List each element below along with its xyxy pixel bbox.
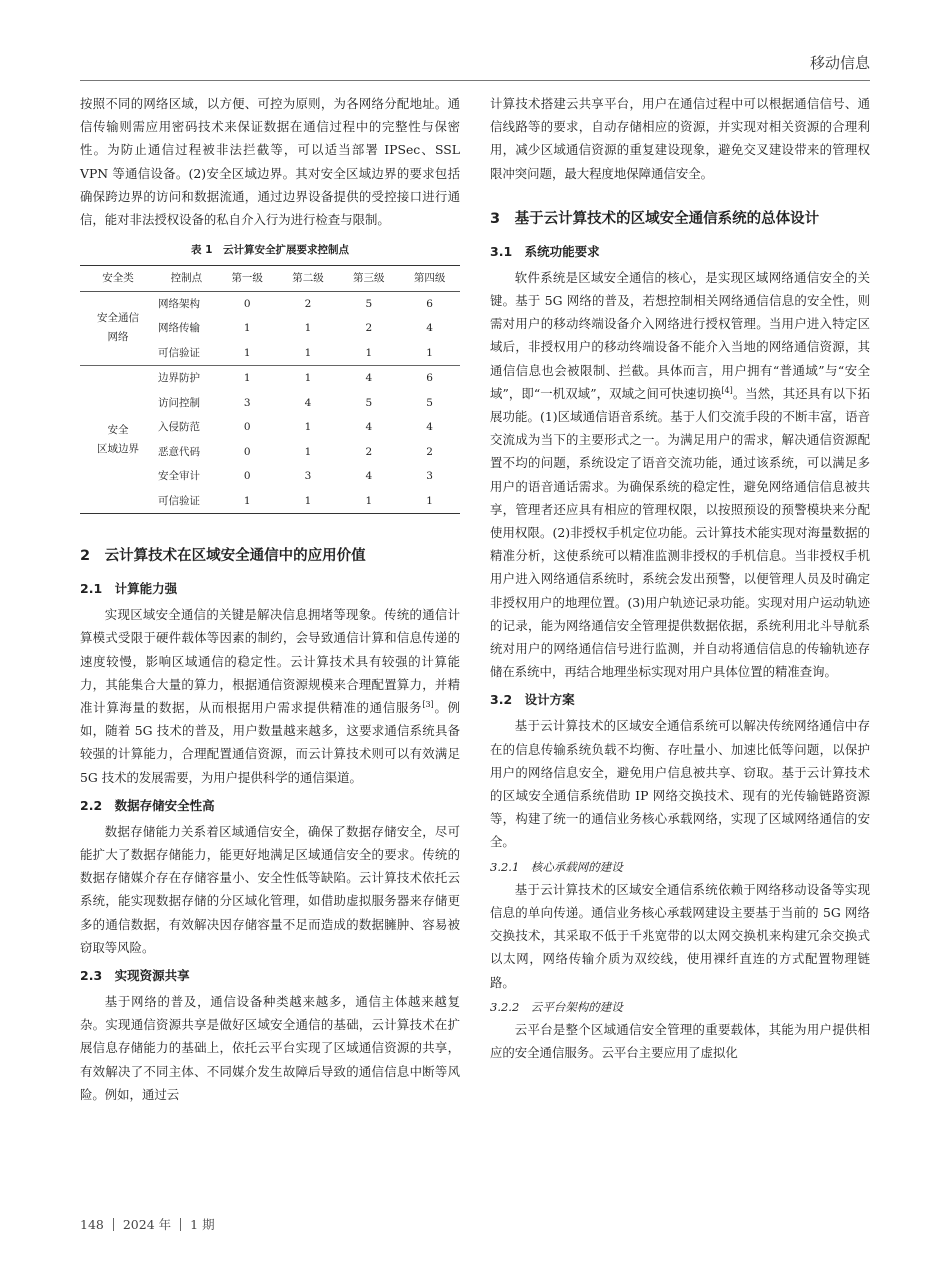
section-3-2-1-paragraph: 基于云计算技术的区域安全通信系统依赖于网络移动设备等实现信息的单向传递。通信业务核心承载网建设主要基于当前的 5G 网络交换技术，其采取不低于千兆宽带的以太网交换机来构建冗余交换式以太网，网络传输介质为双绞线，使用裸纤直连的方式配置物理链路。 bbox=[490, 881, 870, 990]
value-cell: 2 bbox=[426, 445, 433, 458]
control-cell: 可信验证 bbox=[158, 494, 200, 507]
header-rule bbox=[80, 80, 870, 81]
table-header-cell: 安全类 bbox=[102, 272, 134, 285]
value-cell: 1 bbox=[304, 322, 312, 335]
value-cell: 4 bbox=[365, 421, 373, 434]
table-header-row bbox=[80, 266, 460, 292]
value-cell: 1 bbox=[243, 494, 251, 507]
value-cell: 1 bbox=[304, 494, 312, 507]
value-cell: 0 bbox=[243, 470, 251, 483]
section-2-2-heading: 2.2 数据存储安全性高 bbox=[80, 797, 215, 813]
section-3-2-heading: 3.2 设计方案 bbox=[490, 692, 575, 708]
table-row bbox=[80, 366, 460, 391]
journal-title: 移动信息 bbox=[809, 54, 870, 72]
table-group-boundary bbox=[80, 366, 460, 514]
value-cell: 1 bbox=[304, 372, 312, 385]
table-group-comm bbox=[80, 291, 460, 366]
citation-ref: [3] bbox=[422, 699, 434, 709]
right-column bbox=[490, 92, 870, 1064]
table-header-cell: 第三级 bbox=[353, 272, 385, 285]
footer-year: 2024 年 bbox=[122, 1217, 172, 1232]
left-column bbox=[80, 92, 460, 1106]
value-cell: 3 bbox=[304, 470, 312, 483]
value-cell: 1 bbox=[365, 346, 373, 359]
value-cell: 1 bbox=[243, 372, 251, 385]
table-header-cell: 第二级 bbox=[292, 272, 324, 285]
value-cell: 1 bbox=[426, 346, 433, 359]
control-cell: 网络架构 bbox=[158, 297, 200, 310]
value-cell: 4 bbox=[426, 322, 433, 335]
footer-divider bbox=[113, 1218, 114, 1231]
value-cell: 1 bbox=[243, 346, 251, 359]
control-cell: 恶意代码 bbox=[158, 445, 200, 458]
category-cell: 安全通信 网络 bbox=[97, 312, 139, 344]
section-2-1-heading: 2.1 计算能力强 bbox=[80, 581, 178, 597]
value-cell: 1 bbox=[365, 494, 373, 507]
table-caption: 表 1 云计算安全扩展要求控制点 bbox=[191, 244, 349, 257]
value-cell: 2 bbox=[365, 322, 373, 335]
control-cell: 可信验证 bbox=[158, 346, 200, 359]
category-cell: 安全 区域边界 bbox=[97, 423, 139, 455]
value-cell: 5 bbox=[365, 396, 373, 409]
value-cell: 1 bbox=[304, 421, 312, 434]
value-cell: 1 bbox=[243, 322, 251, 335]
value-cell: 6 bbox=[426, 297, 433, 310]
value-cell: 2 bbox=[365, 445, 373, 458]
control-cell: 入侵防范 bbox=[158, 421, 200, 434]
value-cell: 5 bbox=[365, 297, 373, 310]
page-footer bbox=[80, 1215, 215, 1233]
value-cell: 0 bbox=[243, 421, 251, 434]
section-3-2-2-paragraph: 云平台是整个区域通信安全管理的重要载体，其能为用户提供相应的安全通信服务。云平台主要应用了虚拟化 bbox=[490, 1021, 870, 1060]
control-cell: 安全审计 bbox=[158, 470, 200, 483]
control-cell: 边界防护 bbox=[158, 372, 200, 385]
section-2-3-paragraph: 基于网络的普及，通信设备种类越来越多，通信主体越来越复杂。实现通信资源共享是做好区域安全通信的基础，云计算技术在扩展信息存储能力的基础上，依托云平台实现了区域通信资源的共享，有效解决了不同主体、不同媒介发生故障后导致的通信信息中断等风险。例如，通过云 bbox=[80, 994, 460, 1102]
page-number: 148 bbox=[80, 1217, 104, 1232]
section-3-1-heading: 3.1 系统功能要求 bbox=[490, 243, 600, 259]
value-cell: 1 bbox=[304, 445, 312, 458]
value-cell: 4 bbox=[426, 421, 433, 434]
value-cell: 4 bbox=[365, 470, 373, 483]
footer-issue: 1 期 bbox=[190, 1217, 215, 1232]
requirements-table bbox=[80, 265, 460, 514]
section-2-1-paragraph: 实现区域安全通信的关键是解决信息拥堵等现象。传统的通信计算模式受限于硬件载体等因素的制约，会导致通信计算和信息传递的速度较慢，影响区域通信的稳定性。云计算技术具有较强的计算能力，其能集合大量的算力，根据通信资源规模来合理配置算力，并精准计算海量的数据，从而根据用户需求提供精准的通信服务[3]。例如，随着 5G 技术的普及，用户数量越来越多，这要求通信系统具备较强的计算能力，合理配置通信资源，而云计算技术则可以有效满足 5G 技术的发展需要，为用户提供科学的通信渠道。 bbox=[80, 607, 461, 785]
section-3-2-2-heading: 3.2.2 云平台架构的建设 bbox=[490, 999, 623, 1014]
value-cell: 5 bbox=[426, 396, 433, 409]
section-2-2-paragraph: 数据存储能力关系着区域通信安全，确保了数据存储安全，尽可能扩大了数据存储能力，能更好地满足区域通信安全的要求。传统的数据存储媒介存在存储容量小、安全性低等缺陷。云计算技术依托云系统，能实现数据存储的分区域化管理，如借助虚拟服务器来存储更多的通信数据，有效解决因存储容量不足而造成的数据臃肿、容易被窃取等风险。 bbox=[80, 823, 460, 955]
section-3-2-paragraph: 基于云计算技术的区域安全通信系统可以解决传统网络通信中存在的信息传输系统负载不均衡、存吐量小、加速比低等问题，以保护用户的网络信息安全，避免用户信息被共享、窃取。基于云计算技术的区域安全通信系统借助 IP 网络交换技术、现有的光传输链路资源等，构建了统一的通信业务核心承载网络，实现了区域网络通信的安全。 bbox=[490, 718, 870, 850]
section-3-1-paragraph: 软件系统是区域安全通信的核心，是实现区域网络通信安全的关键。基于 5G 网络的普及，若想控制相关网络通信信息的安全性，则需对用户的移动终端设备介入网络进行授权管理。当用户进入特定区域后，非授权用户的移动终端设备不能介入当地的网络通信资源，其通信信息也会被限制、拦截。具体而言，用户拥有“普通域”与“安全域”，即“一机双域”，双域之间可快速切换[4]。当然，其还具有以下拓展功能。(1)区域通信语音系统。基于人们交流手段的不断丰富，语音交流成为当下的主要形式之一。为满足用户的需求，解决通信资源配置不均的问题，系统设定了语音交流功能，通过该系统，可以满足多用户的语音通话需求。为确保系统的稳定性，避免网络通信信息被共享，管理者还应具有相应的管理权限，以按照预设的预警模块来分配使用权限。(2)非授权手机定位功能。云计算技术能实现对海量数据的精准分析，这使系统可以精准监测非授权的手机信息。当非授权手机用户进入网络通信系统时，系统会发出预警，以便管理人员及时确定非授权用户的地理位置。(3)用户轨迹记录功能。实现对用户运动轨迹的记录，能为网络通信安全管理提供数据依据，系统利用北斗导航系统对用户的网络通信信号进行监测，并自动将通信信息的传输轨迹存储在系统中，再结合地理坐标实现对用户具体位置的精准查询。 bbox=[490, 269, 870, 680]
control-cell: 访问控制 bbox=[158, 396, 200, 409]
value-cell: 0 bbox=[243, 445, 251, 458]
value-cell: 3 bbox=[426, 470, 433, 483]
table-header-cell: 控制点 bbox=[170, 272, 203, 285]
value-cell: 1 bbox=[304, 346, 312, 359]
section-2-heading: 2 云计算技术在区域安全通信中的应用价值 bbox=[80, 548, 366, 565]
section-3-heading: 3 基于云计算技术的区域安全通信系统的总体设计 bbox=[490, 210, 820, 227]
table-row bbox=[80, 291, 460, 316]
value-cell: 6 bbox=[426, 372, 433, 385]
citation-ref: [4] bbox=[721, 385, 733, 395]
value-cell: 1 bbox=[426, 494, 433, 507]
table-header-cell: 第四级 bbox=[413, 272, 446, 285]
table-header-cell: 第一级 bbox=[231, 272, 263, 285]
section-2-3-heading: 2.3 实现资源共享 bbox=[80, 968, 190, 984]
value-cell: 2 bbox=[304, 297, 312, 310]
continued-paragraph: 计算技术搭建云共享平台，用户在通信过程中可以根据通信信号、通信线路等的要求，自动存储相应的资源，并实现对相关资源的合理利用，减少区域通信资源的重复建设现象，避免交叉建设带来的管理权限冲突问题，最大程度地保障通信安全。 bbox=[490, 96, 870, 181]
control-cell: 网络传输 bbox=[158, 322, 200, 335]
intro-paragraph: 按照不同的网络区域，以方便、可控为原则，为各网络分配地址。通信传输则需应用密码技术来保证数据在通信过程中的完整性与保密性。为防止通信过程被非法拦截等，可以适当部署 IPSec、SSL VPN 等通信设备。(2)安全区域边界。其对安全区域边界的要求包括确保跨边界的访问和数据流通，通过边界设备提供的受控接口进行通信，能对非法授权设备的私自介入行为进行检查与限制。 bbox=[80, 96, 460, 228]
section-3-2-1-heading: 3.2.1 核心承载网的建设 bbox=[490, 859, 623, 874]
value-cell: 4 bbox=[304, 396, 312, 409]
footer-divider bbox=[180, 1218, 181, 1231]
value-cell: 3 bbox=[243, 396, 251, 409]
value-cell: 0 bbox=[243, 297, 251, 310]
value-cell: 4 bbox=[365, 372, 373, 385]
